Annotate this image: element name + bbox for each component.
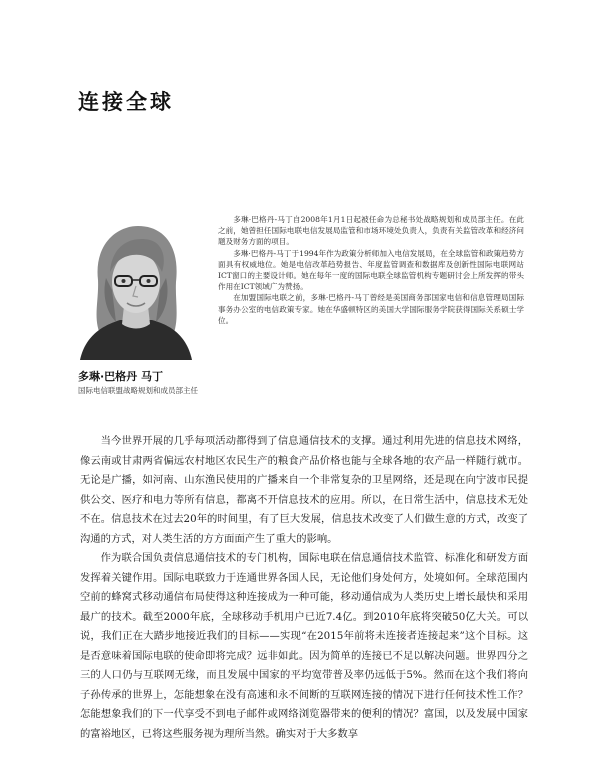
author-role: 国际电信联盟战略规划和成员部主任 xyxy=(78,386,198,395)
author-bio xyxy=(218,214,524,326)
bio-paragraph: 多琳·巴格丹-马丁自2008年1月1日起被任命为总秘书处战略规划和成员部主任。在此之前，她曾担任国际电联电信发展局监管和市场环境处负责人，负责有关监管改革和经济问题及财务方面的项目。 xyxy=(218,215,524,247)
bio-paragraph: 在加盟国际电联之前，多琳·巴格丹-马丁曾经是美国商务部国家电信和信息管理局国际事务办公室的电信政策专家。她在华盛顿特区的美国大学国际服务学院获得国际关系硕士学位。 xyxy=(218,293,524,325)
author-name: 多琳·巴格丹 马丁 xyxy=(78,370,164,383)
article-body xyxy=(80,432,528,744)
page-title: 连接全球 xyxy=(78,90,174,114)
body-paragraph: 作为联合国负责信息通信技术的专门机构，国际电联在信息通信技术监管、标准化和研发方面发挥着关键作用。国际电联致力于连通世界各国人民，无论他们身处何方，处境如何。全球范围内空前的蜂窝式移动通信布局使得这种连接成为一种可能，移动通信成为人类历史上增长最快和采用最广的技术。截至2000年底，全球移动手机用户已近7.4亿。到2010年底将突破50亿大关。可以说，我们正在大踏步地接近我们的目标——实现“在2015年前将未连接者连接起来”这个目标。这是否意味着国际电联的使命即将完成？远非如此。因为简单的连接已不足以解决问题。世界四分之三的人口仍与互联网无缘，而且发展中国家的平均宽带普及率仍远低于5%。然而在这个我们将向子孙传承的世界上，怎能想象在没有高速和永不间断的互联网连接的情况下进行任何技术性工作？怎能想象我们的下一代享受不到电子邮件或网络浏览器带来的便利的情况？富国，以及发展中国家的富裕地区，已将这些服务视为理所当然。确实对于大多数享 xyxy=(80,552,528,740)
body-paragraph: 当今世界开展的几乎每项活动都得到了信息通信技术的支撑。通过利用先进的信息技术网络，像云南或甘肃两省偏远农村地区农民生产的粮食产品价格也能与全球各地的农产品一样随行就市。无论是广播，如河南、山东渔民使用的广播来自一个非常复杂的卫星网络，还是现在向宁波市民提供公交、医疗和电力等所有信息，都离不开信息技术的应用。所以，在日常生活中，信息技术无处不在。信息技术在过去20年的时间里，有了巨大发展，信息技术改变了人们做生意的方式，改变了沟通的方式，对人类生活的方方面面产生了重大的影响。 xyxy=(80,435,528,545)
author-portrait xyxy=(76,220,194,360)
bio-paragraph: 多琳·巴格丹-马丁于1994年作为政策分析师加入电信发展局，在全球监管和政策趋势方面具有权威地位。她是电信改革趋势报告、年度监管调查和数据库及创新性国际电联网站ICT窗口的主要设计师。她在每年一度的国际电联全球监管机构专题研讨会上所发挥的带头作用在ICT领域广为赞扬。 xyxy=(218,248,524,292)
